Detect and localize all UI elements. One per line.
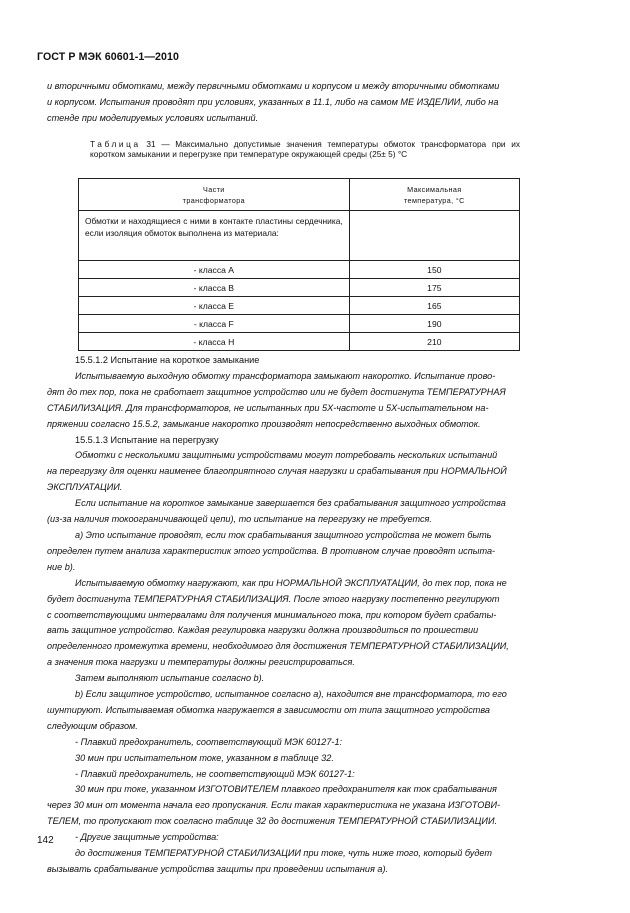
table-row xyxy=(79,297,520,315)
paragraph xyxy=(47,687,583,735)
column-header-temperature xyxy=(349,179,519,211)
column-header-line: Части xyxy=(203,184,225,194)
text-line: шунтируют. Испытываемая обмотка нагружается в зависимости от типа защитного устройства xyxy=(47,704,490,715)
max-temperature-cell: 165 xyxy=(349,297,519,315)
text-line: Испытываемую выходную обмотку трансформатора замыкают накоротко. Испытание прово- xyxy=(75,370,496,381)
text-line: Если испытание на короткое замыкание завершается без срабатывания защитного устройства xyxy=(75,498,506,509)
insulation-class-cell: - класса А xyxy=(79,261,350,279)
text-line: определенного промежутка времени, необходимого для достижения ТЕМПЕРАТУРНОЙ СТАБИЛИЗАЦИИ, xyxy=(47,641,509,652)
text-line: до достижения ТЕМПЕРАТУРНОЙ СТАБИЛИЗАЦИИ при токе, чуть ниже того, который будет xyxy=(75,848,492,859)
text-line: ЭКСПЛУАТАЦИИ. xyxy=(47,482,123,493)
column-header-parts xyxy=(79,179,350,211)
table-caption-text: — Максимально допустимые значения температуры обмоток трансформатора при их коротком замыкании и перегрузке при температуре окружающей среды (25± 5) °С xyxy=(90,139,521,160)
text-line: вызывать срабатывание устройства защиты при проведении испытания а). xyxy=(47,864,389,874)
insulation-class-cell: - класса Н xyxy=(79,333,350,351)
text-line: пряжении согласно 15.5.2, замыкание накоротко производят непосредственно выходных обмоток. xyxy=(47,418,481,429)
page-number: 142 xyxy=(37,835,54,846)
table-empty-cell xyxy=(349,211,519,261)
insulation-class-cell: - класса Е xyxy=(79,297,350,315)
text-line: Затем выполняют испытание согласно b). xyxy=(75,673,265,684)
column-header-line: температура, °С xyxy=(403,195,465,205)
paragraph xyxy=(47,576,583,671)
text-line: Обмотки с несколькими защитными устройствами могут потребовать нескольких испытаний xyxy=(75,450,498,461)
table-header-row xyxy=(79,179,520,211)
text-line: дят до тех пор, пока не сработает защитное устройство или не будет достигнута ТЕМПЕРАТУРНАЯ xyxy=(47,386,506,397)
text-line: ние b). xyxy=(47,561,76,572)
table-row xyxy=(79,333,520,351)
max-temperature-cell: 150 xyxy=(349,261,519,279)
paragraph xyxy=(47,528,583,576)
temperature-table xyxy=(78,178,520,351)
table-row xyxy=(79,315,520,333)
table-row xyxy=(79,261,520,279)
text-line: определен путем анализа характеристик этого устройства. В противном случае проводят испыта- xyxy=(47,545,496,556)
text-line: СТАБИЛИЗАЦИЯ. Для трансформаторов, не испытанных при 5Х-частоте и 5Х-испытательном на- xyxy=(47,402,489,413)
paragraph xyxy=(47,782,583,830)
text-line: через 30 мин от момента начала его пропускания. Если такая характеристика не указана ИЗГОТОВИ- xyxy=(47,800,501,811)
table-caption-number: 31 xyxy=(146,139,156,149)
text-line: - Плавкий предохранитель, соответствующий МЭК 60127-1: xyxy=(75,736,343,747)
text-line: и вторичными обмотками, между первичными обмотками и корпусом и между вторичными обмотками xyxy=(47,81,500,91)
max-temperature-cell: 175 xyxy=(349,279,519,297)
document-header: ГОСТ Р МЭК 60601-1—2010 xyxy=(37,51,180,63)
text-line: и корпусом. Испытания проводят при условиях, указанных в 11.1, либо на самом МЕ ИЗДЕЛИИ, либо на xyxy=(47,96,499,107)
text-line: - Плавкий предохранитель, не соответствующий МЭК 60127-1: xyxy=(75,768,355,779)
text-line: 30 мин при токе, указанном ИЗГОТОВИТЕЛЕМ плавкого предохранителя как ток срабатывания xyxy=(75,784,497,795)
text-line: (из-за наличия токоограничивающей цепи), то испытание на перегрузку не требуется. xyxy=(47,514,432,525)
paragraph xyxy=(47,448,583,496)
text-line: с соответствующими интервалами для получения минимального тока, при котором будет срабаты- xyxy=(47,609,497,620)
text-line: ТЕЛЕМ, то пропускают ток согласно таблице 32 до достижения ТЕМПЕРАТУРНОЙ СТАБИЛИЗАЦИИ. xyxy=(47,816,498,827)
max-temperature-cell: 210 xyxy=(349,333,519,351)
text-line: следующим образом. xyxy=(47,720,138,731)
main-text xyxy=(47,353,583,878)
text-line: стенде при моделируемых условиях испытаний. xyxy=(47,112,259,123)
text-line: будет достигнута ТЕМПЕРАТУРНАЯ СТАБИЛИЗАЦИЯ. После этого нагрузку постепенно регулируют xyxy=(47,593,500,604)
text-line: 30 мин при испытательном токе, указанном в таблице 32. xyxy=(75,752,334,763)
intro-paragraph xyxy=(47,79,583,127)
text-line: на перегрузку для оценки наименее благоприятного случая нагрузки и срабатывания при НОРМАЛЬНОЙ xyxy=(47,466,507,477)
paragraph xyxy=(47,846,583,878)
table-row xyxy=(79,279,520,297)
max-temperature-cell: 190 xyxy=(349,315,519,333)
column-header-line: трансформатора xyxy=(182,195,246,205)
table-subheader-row xyxy=(79,211,520,261)
text-line: вать защитное устройство. Каждая регулировка нагрузки должна производиться по прошествии xyxy=(47,625,479,636)
text-line: - Другие защитные устройства: xyxy=(75,832,219,843)
table-caption-word: Таблица xyxy=(90,139,141,149)
table-caption xyxy=(90,139,520,159)
insulation-class-cell: - класса F xyxy=(79,315,350,333)
text-line: Испытываемую обмотку нагружают, как при НОРМАЛЬНОЙ ЭКСПЛУАТАЦИИ, до тех пор, пока не xyxy=(75,577,507,588)
column-header-line: Максимальная xyxy=(407,184,462,194)
paragraph xyxy=(47,496,583,528)
section-heading-overload: 15.5.1.3 Испытание на перегрузку xyxy=(75,434,219,445)
text-line: b) Если защитное устройство, испытанное согласно а), находится вне трансформатора, то его xyxy=(75,689,507,700)
insulation-class-cell: - класса В xyxy=(79,279,350,297)
text-line: а) Это испытание проводят, если ток срабатывания защитного устройства не может быть xyxy=(75,529,492,540)
text-line: а значения тока нагрузки и температуры должны регистрироваться. xyxy=(47,657,355,668)
table-subheader-cell: Обмотки и находящиеся с ними в контакте пластины сердечника, если изоляция обмоток выполнена из материала: xyxy=(79,211,350,261)
section-heading-short-circuit: 15.5.1.2 Испытание на короткое замыкание xyxy=(75,355,260,365)
paragraph xyxy=(47,369,583,433)
